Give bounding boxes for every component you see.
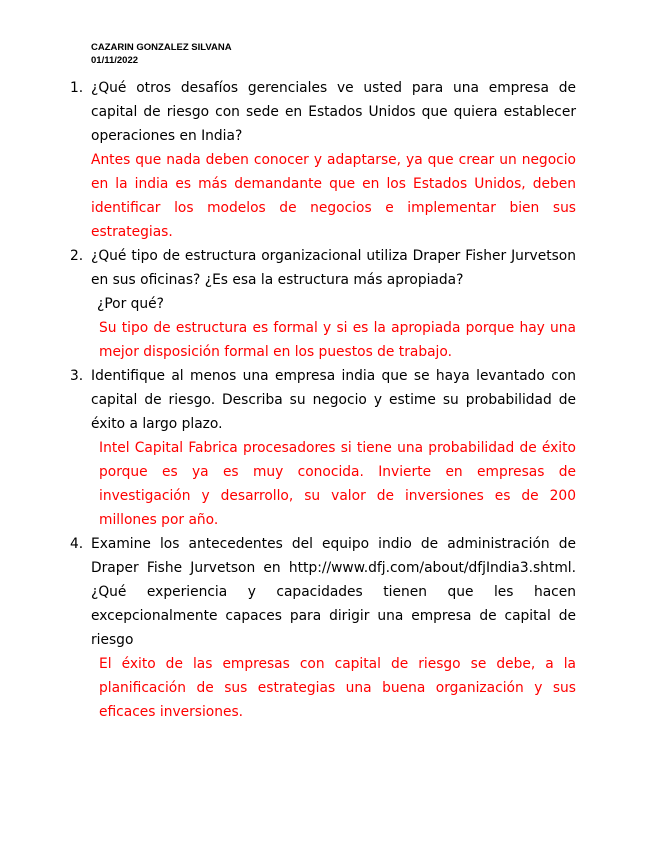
question-item-3	[70, 364, 576, 532]
question-list	[70, 76, 576, 724]
question-number: 3.	[70, 368, 84, 384]
question-item-2	[70, 244, 576, 364]
answer-text: Antes que nada deben conocer y adaptarse, ya que crear un negocio en la india es más demandante que en los Estados Unidos, deben identificar los modelos de negocios e implementar bien sus estrategias.	[91, 152, 576, 240]
question-item-4	[70, 532, 576, 724]
author-name: CAZARIN GONZALEZ SILVANA	[91, 42, 232, 53]
answer-text: Su tipo de estructura es formal y si es la apropiada porque hay una mejor disposición formal en los puestos de trabajo.	[99, 320, 576, 360]
question-number: 2.	[70, 248, 84, 264]
question-item-1	[70, 76, 576, 244]
question-text-continued: ¿Por qué?	[97, 296, 164, 312]
question-number: 1.	[70, 80, 84, 96]
answer-text: Intel Capital Fabrica procesadores si tiene una probabilidad de éxito porque es ya es muy conocida. Invierte en empresas de investigación y desarrollo, su valor de inversiones es de 200 millones por año.	[99, 440, 576, 528]
question-text: ¿Qué otros desafíos gerenciales ve usted para una empresa de capital de riesgo con sede en Estados Unidos que quiera establecer operaciones en India?	[91, 80, 576, 144]
document-date: 01/11/2022	[91, 55, 139, 66]
question-text: ¿Qué tipo de estructura organizacional utiliza Draper Fisher Jurvetson en sus oficinas? ¿Es esa la estructura más apropiada?	[91, 248, 576, 288]
question-text: Identifique al menos una empresa india que se haya levantado con capital de riesgo. Describa su negocio y estime su probabilidad de éxito a largo plazo.	[91, 368, 576, 432]
answer-text: El éxito de las empresas con capital de riesgo se debe, a la planificación de sus estrategias una buena organización y sus eficaces inversiones.	[99, 656, 576, 720]
document-header	[91, 41, 232, 67]
question-text: Examine los antecedentes del equipo indio de administración de Draper Fishe Jurvetson en http://www.dfj.com/about/dfjIndia3.shtml. ¿Qué experiencia y capacidades tienen que les hacen excepcionalmente capaces para dirigir una empresa de capital de riesgo	[91, 536, 576, 648]
question-number: 4.	[70, 536, 84, 552]
